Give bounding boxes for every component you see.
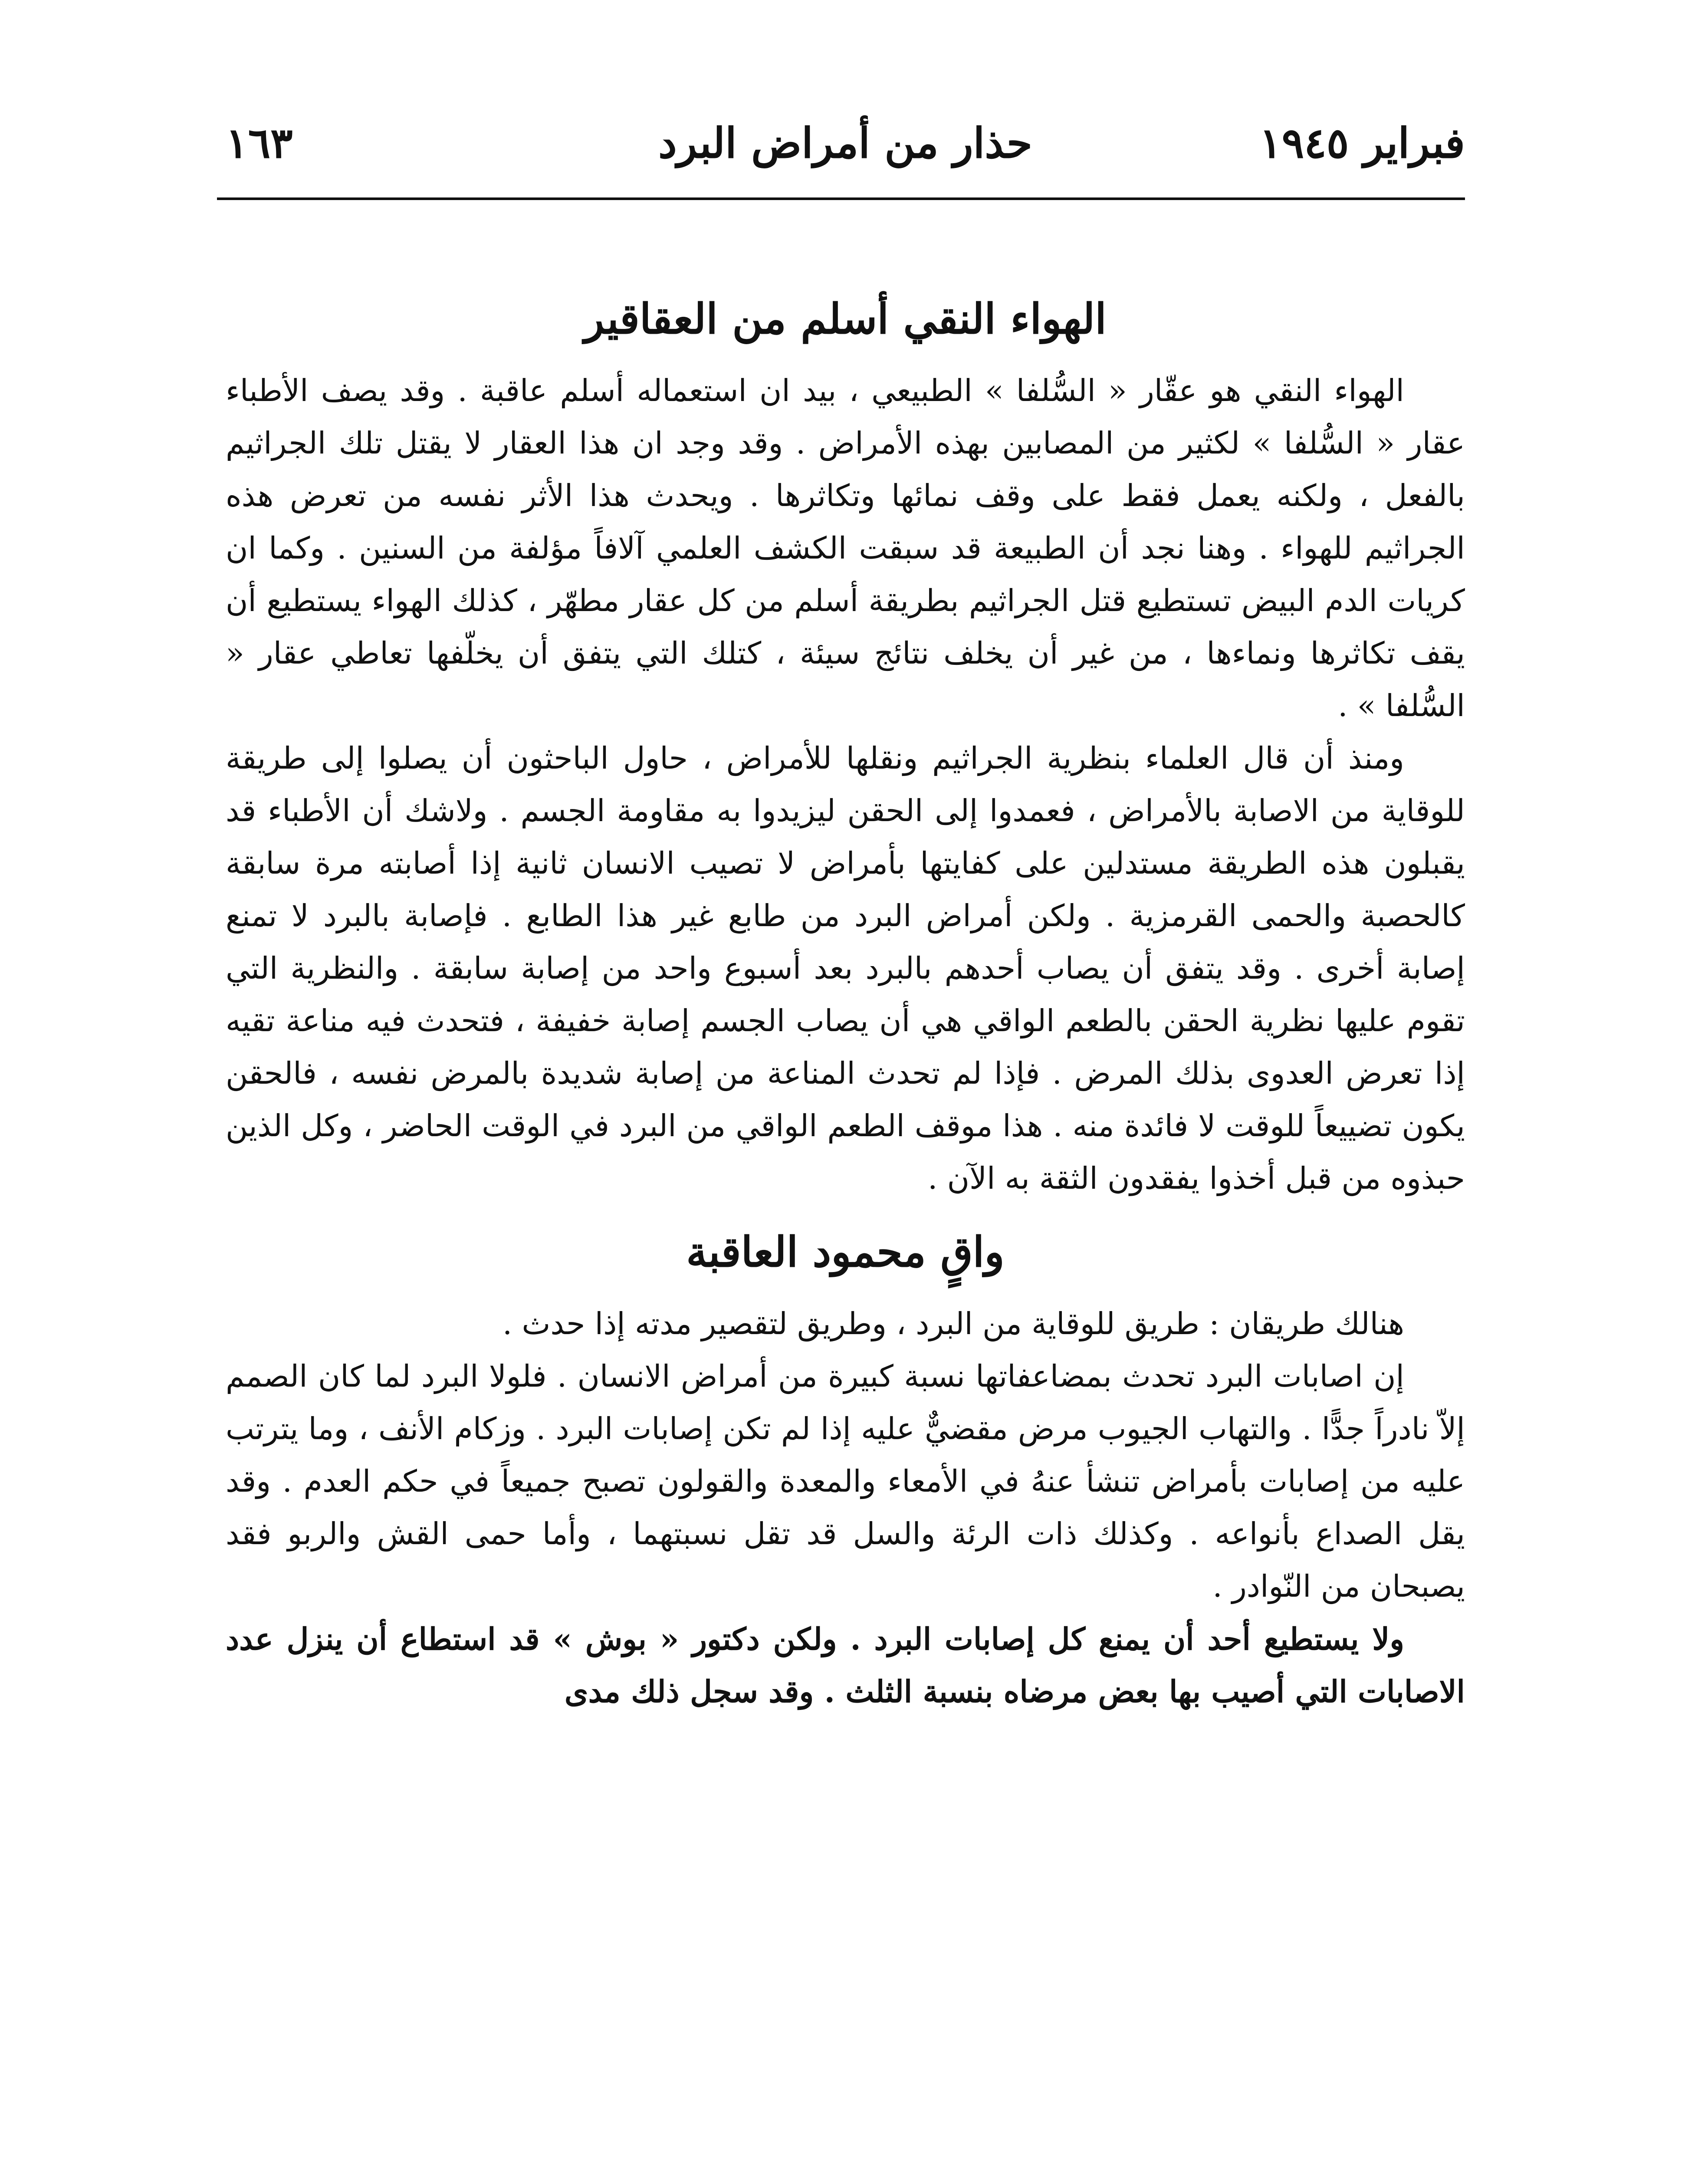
section-heading: الهواء النقي أسلم من العقاقير [584,294,1107,343]
header-rule [217,197,1465,200]
paragraph: ومنذ أن قال العلماء بنظرية الجراثيم ونقلها للأمراض ، حاول الباحثون أن يصلوا إلى طريقة للوقاية من الاصابة بالأمراض ، فعمدوا إلى الحقن ليزيدوا به مقاومة الجسم . ولاشك أن الأطباء قد يقبلون هذه الطريقة مستدلين على كفايتها بأمراض لا تصيب الانسان ثانية إذا أصابته مرة سابقة كالحصبة والحمى القرمزية . ولكن أمراض البرد من طابع غير هذا الطابع . فإصابة بالبرد لا تمنع إصابة أخرى . وقد يتفق أن يصاب أحدهم بالبرد بعد أسبوع واحد من إصابة سابقة . والنظرية التي تقوم عليها نظرية الحقن بالطعم الواقي هي أن يصاب الجسم إصابة خفيفة ، فتحدث فيه مناعة تقيه إذا تعرض العدوى بذلك المرض . فإذا لم تحدث المناعة من إصابة شديدة بالمرض نفسه ، فالحقن يكون تضييعاً للوقت لا فائدة منه . هذا موقف الطعم الواقي من البرد في الوقت الحاضر ، وكل الذين حبذوه من قبل أخذوا يفقدون الثقة به الآن . [226,740,1465,1196]
paragraph: ولا يستطيع أحد أن يمنع كل إصابات البرد . ولكن دكتور « بوش » قد استطاع أن ينزل عدد الاصابات التي أصيب بها بعض مرضاه بنسبة الثلث . وقد سجل ذلك مدى [226,1621,1465,1710]
page-number: ١٦٣ [226,118,293,168]
issue-date: فبراير ١٩٤٥ [1259,118,1465,168]
paragraph: الهواء النقي هو عقّار « السُّلفا » الطبيعي ، بيد ان استعماله أسلم عاقبة . وقد يصف الأطباء عقار « السُّلفا » لكثير من المصابين بهذه الأمراض . وقد وجد ان هذا العقار لا يقتل تلك الجراثيم بالفعل ، ولكنه يعمل فقط على وقف نمائها وتكاثرها . ويحدث هذا الأثر نفسه من تعرض هذه الجراثيم للهواء . وهنا نجد أن الطبيعة قد سبقت الكشف العلمي آلافاً مؤلفة من السنين . وكما ان كريات الدم البيض تستطيع قتل الجراثيم بطريقة أسلم من كل عقار مطهّر ، كذلك الهواء يستطيع أن يقف تكاثرها ونماءها ، من غير أن يخلف نتائج سيئة ، كتلك التي يتفق أن يخلّفها تعاطي عقار « السُّلفا » . [226,372,1465,723]
running-header [226,108,1465,178]
paragraph: إن اصابات البرد تحدث بمضاعفاتها نسبة كبيرة من أمراض الانسان . فلولا البرد لما كان الصمم إلاّ نادراً جدًّا . والتهاب الجيوب مرض مقضيٌّ عليه إذا لم تكن إصابات البرد . وزكام الأنف ، وما يترتب عليه من إصابات بأمراض تنشأ عنهُ في الأمعاء والمعدة والقولون تصبح جميعاً في حكم العدم . وقد يقل الصداع بأنواعه . وكذلك ذات الرئة والسل قد تقل نسبتهما ، وأما حمى القش والربو فقد يصبحان من النّوادر . [226,1358,1465,1604]
paragraph: هنالك طريقان : طريق للوقاية من البرد ، وطريق لتقصير مدته إذا حدث . [502,1305,1404,1341]
article-body [226,243,1465,1718]
section-heading: واقٍ محمود العاقبة [686,1227,1005,1276]
running-title: حذار من أمراض البرد [658,118,1032,168]
